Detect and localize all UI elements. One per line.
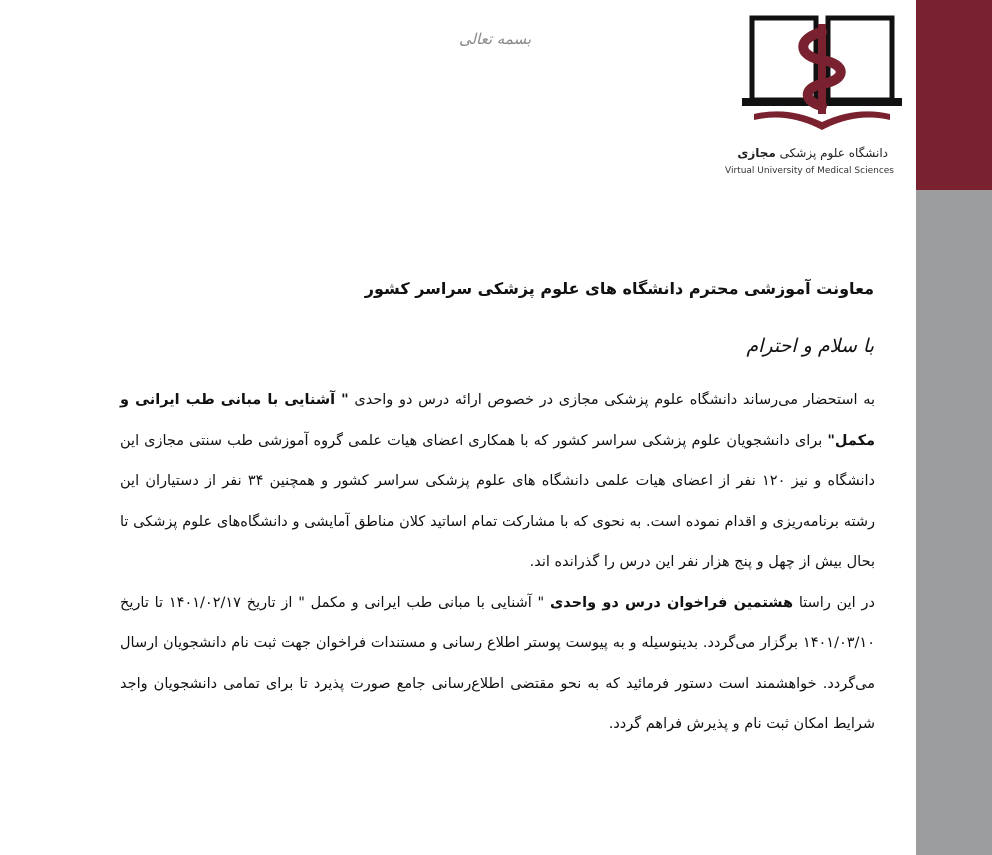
- letter-body: [120, 380, 875, 745]
- paragraph-1: به استحضار می‌رساند دانشگاه علوم پزشکی مجازی در خصوص ارائه درس دو واحدی " آشنایی با مبانی طب ایرانی و مکمل" برای دانشجویان علوم پزشکی سراسر کشور که با همکاری اعضای هیات علمی گروه آموزشی طب سنتی مجازی این دانشگاه و نیز ۱۲۰ نفر از اعضای هیات علمی دانشگاه های علوم پزشکی سراسر کشور و همچنین ۳۴ نفر از دستیاران این رشته برنامه‌ریزی و اقدام نموده است. به نحوی که با مشارکت تمام اساتید کلان مناطق آمایشی و دانشگاه‌های علوم پزشکی تا بحال بیش از چهل و پنج هزار نفر این درس را گذرانده اند.: [120, 392, 875, 570]
- paragraph-2: در این راستا هشتمین فراخوان درس دو واحدی " آشنایی با مبانی طب ایرانی و مکمل " از تاریخ ۱۴۰۱/۰۲/۱۷ تا تاریخ ۱۴۰۱/۰۳/۱۰ برگزار می‌گردد. بدینوسیله و به پیوست پوستر اطلاع رسانی و مستندات فراخوان جهت ثبت نام دانشجویان ارسال می‌گردد. خواهشمند است دستور فرمائید که به نحو مقتضی اطلاع‌رسانی جامع صورت پذیرد تا برای تمامی دانشجویان واجد شرایط امکان ثبت نام و پذیرش فراهم گردد.: [120, 594, 875, 732]
- sidebar-accent-gray: [916, 190, 992, 855]
- university-name-en: Virtual University of Medical Sciences: [725, 166, 894, 176]
- sidebar-accent-maroon: [916, 0, 992, 190]
- university-logo: [725, 10, 910, 180]
- book-laptop-emblem-icon: [742, 10, 902, 142]
- university-name-fa: دانشگاه علوم پزشکی مجازی: [737, 146, 888, 160]
- letter-greeting: با سلام و احترام: [746, 335, 874, 357]
- invocation-text: بسمه تعالی: [458, 30, 532, 48]
- letter-recipient: معاونت آموزشی محترم دانشگاه های علوم پزشکی سراسر کشور: [364, 279, 874, 298]
